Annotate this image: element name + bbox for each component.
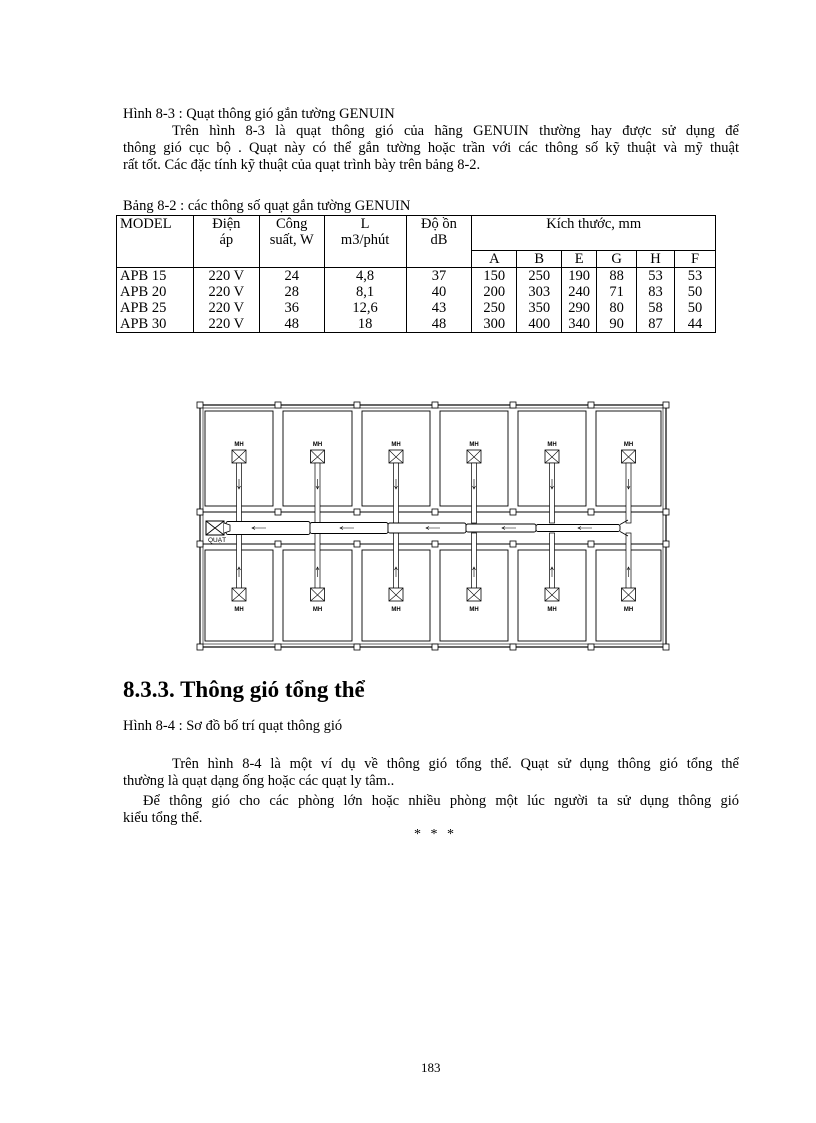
column-post [588, 402, 594, 408]
dim-g-cell [597, 268, 637, 333]
column-post [432, 541, 438, 547]
dim-h-value: 83 [648, 284, 663, 300]
column-post [432, 402, 438, 408]
column-post [432, 509, 438, 515]
paragraph-line: kiểu tổng thể. [123, 810, 203, 826]
dim-e-value: 290 [568, 300, 591, 316]
branch-duct [626, 533, 631, 589]
page-number: 183 [421, 1060, 441, 1075]
column-post [197, 509, 203, 515]
dim-col-header: B [517, 251, 562, 268]
model-value: APB 25 [120, 300, 167, 316]
ventilation-layout-diagram [190, 395, 676, 657]
header-flow [324, 216, 406, 251]
model-value: APB 30 [120, 316, 167, 332]
dim-a-value: 200 [483, 284, 506, 300]
voltage-cell [193, 268, 259, 333]
flow-value: 12,6 [352, 300, 378, 316]
column-post [663, 541, 669, 547]
column-post [197, 402, 203, 408]
column-post [275, 644, 281, 650]
diffuser-label: MH [312, 607, 323, 613]
table-cell [406, 251, 472, 268]
main-duct [226, 520, 628, 536]
dim-h-cell [637, 268, 675, 333]
dim-f-value: 53 [687, 268, 703, 284]
spec-table [116, 215, 716, 333]
paragraph-large-rooms [123, 793, 739, 827]
table-subheader-row [117, 251, 716, 268]
branch-duct [626, 463, 631, 523]
voltage-value: 220 V [208, 268, 245, 284]
header-power-line: Công [276, 216, 308, 232]
diffuser-label: MH [469, 442, 479, 448]
figure-caption-8-3: Hình 8-3 : Quạt thông gió gắn tường GENUIN [123, 106, 395, 122]
dim-a-cell [472, 268, 517, 333]
column-post [197, 541, 203, 547]
fan-transition [224, 523, 230, 533]
header-dimensions [472, 216, 716, 251]
column-post [275, 509, 281, 515]
paragraph-line: Trên hình 8-3 là quạt thông gió của hãng GENUIN thường hay được sử dụng để [172, 123, 739, 139]
noise-cell [406, 268, 472, 333]
branch-duct [550, 533, 555, 589]
power-value: 48 [284, 316, 299, 332]
dim-col-header: F [675, 251, 716, 268]
table-cell [259, 251, 324, 268]
noise-value: 40 [431, 284, 447, 300]
dim-e-cell [562, 268, 597, 333]
dim-a-value: 300 [483, 316, 506, 332]
diffuser-label: MH [469, 607, 479, 613]
branch-duct [472, 463, 477, 523]
dim-g-value: 88 [609, 268, 624, 284]
diffuser-label: MH [391, 442, 401, 448]
figure-caption-8-4: Hình 8-4 : Sơ đồ bố trí quạt thông gió [123, 718, 343, 734]
diffuser-label: MH [312, 442, 323, 448]
duct-segment [466, 524, 536, 532]
table-body-row [117, 268, 716, 333]
noise-value: 37 [431, 268, 447, 284]
header-voltage-line: áp [219, 232, 234, 248]
paragraph-general-ventilation [123, 756, 739, 790]
model-value: APB 20 [120, 284, 167, 300]
header-power [259, 216, 324, 251]
flow-value: 4,8 [356, 268, 375, 284]
column-post [588, 541, 594, 547]
column-post [588, 644, 594, 650]
column-post [663, 644, 669, 650]
fan-unit [206, 521, 230, 544]
paragraph-line: Để thông gió cho các phòng lớn hoặc nhiều phòng một lúc người ta sử dụng thông gió [143, 793, 739, 809]
table-cell [117, 251, 194, 268]
column-post [510, 644, 516, 650]
column-post [510, 402, 516, 408]
paragraph-line: rất tốt. Các đặc tính kỹ thuật của quạt trình bày trên bảng 8-2. [123, 157, 481, 173]
dim-g-value: 80 [609, 300, 624, 316]
column-post [588, 509, 594, 515]
table-header-row [117, 216, 716, 251]
paragraph-line: thường là quạt dạng ống hoặc các quạt ly tâm.. [123, 773, 395, 789]
dim-f-value: 50 [687, 284, 703, 300]
header-dimensions-label: Kích thước, mm [546, 216, 642, 232]
model-cell [117, 268, 194, 333]
dim-g-value: 90 [609, 316, 624, 332]
dim-f-value: 50 [687, 300, 703, 316]
power-value: 24 [284, 268, 299, 284]
branch-duct [550, 463, 555, 523]
dim-b-value: 303 [528, 284, 551, 300]
header-model [117, 216, 194, 251]
diffuser-label: MH [623, 442, 634, 448]
dim-col-header: G [597, 251, 637, 268]
column-post [663, 509, 669, 515]
branch-duct [237, 533, 242, 589]
column-post [354, 509, 360, 515]
branch-duct [237, 463, 242, 523]
noise-value: 43 [431, 300, 447, 316]
power-cell [259, 268, 324, 333]
dim-e-value: 240 [568, 284, 591, 300]
voltage-value: 220 V [208, 300, 245, 316]
column-post [354, 402, 360, 408]
flow-value: 8,1 [356, 284, 375, 300]
header-flow-line: L [360, 216, 370, 232]
column-post [663, 402, 669, 408]
branch-duct [394, 533, 399, 589]
column-post [275, 402, 281, 408]
fan-label: QUẠT [208, 537, 227, 544]
flow-cell [324, 268, 406, 333]
branch-duct [315, 463, 320, 523]
model-value: APB 15 [120, 268, 167, 284]
branch-duct [394, 463, 399, 523]
dim-h-value: 58 [648, 300, 663, 316]
branch-duct [315, 533, 320, 589]
table-caption: Bảng 8-2 : các thông số quạt gắn tường GENUIN [123, 198, 411, 214]
paragraph-intro [123, 123, 739, 174]
branch-duct [472, 533, 477, 589]
dim-b-value: 350 [528, 300, 551, 316]
dim-e-value: 190 [568, 268, 591, 284]
dim-b-cell [517, 268, 562, 333]
header-flow-line: m3/phút [340, 232, 390, 248]
diffuser-label: MH [234, 442, 244, 448]
header-noise-line: Độ ồn [421, 216, 457, 232]
diffuser-label: MH [234, 607, 244, 613]
power-value: 28 [284, 284, 299, 300]
dim-f-value: 44 [687, 316, 703, 332]
column-post [354, 541, 360, 547]
section-heading: 8.3.3. Thông gió tổng thể [123, 677, 365, 702]
header-voltage [193, 216, 259, 251]
column-post [432, 644, 438, 650]
dim-a-value: 150 [483, 268, 506, 284]
dim-col-header: H [637, 251, 675, 268]
power-value: 36 [284, 300, 299, 316]
paragraph-line: Trên hình 8-4 là một ví dụ về thông gió tổng thể. Quạt sử dụng thông gió tổng thể [172, 756, 739, 772]
dim-f-cell [675, 268, 716, 333]
voltage-value: 220 V [208, 284, 245, 300]
table-cell [324, 251, 406, 268]
dim-h-value: 53 [648, 268, 663, 284]
flow-value: 18 [357, 316, 373, 332]
header-model-label: MODEL [120, 216, 172, 232]
top-room-row [205, 411, 661, 523]
dim-b-value: 250 [528, 268, 551, 284]
header-power-line: suất, W [269, 232, 314, 248]
column-post [197, 644, 203, 650]
column-post [510, 541, 516, 547]
header-noise-line: dB [430, 232, 448, 248]
section-separator: * * * [414, 827, 457, 842]
dim-col-header: A [472, 251, 517, 268]
noise-value: 48 [431, 316, 447, 332]
dim-a-value: 250 [483, 300, 506, 316]
duct-segment [226, 522, 310, 535]
dim-col-header: E [562, 251, 597, 268]
header-voltage-line: Điện [212, 216, 241, 232]
paragraph-line: thông gió cục bộ . Quạt này có thể gắn tường hoặc trần với các thông số kỹ thuật và mỹ thuật [123, 140, 739, 156]
dim-g-value: 71 [609, 284, 624, 300]
diffuser-label: MH [547, 442, 557, 448]
dim-b-value: 400 [528, 316, 551, 332]
diffuser-label: MH [391, 607, 401, 613]
dim-e-value: 340 [568, 316, 591, 332]
dim-h-value: 87 [648, 316, 663, 332]
voltage-value: 220 V [208, 316, 245, 332]
column-post [354, 644, 360, 650]
header-noise [406, 216, 472, 251]
bottom-room-row [205, 533, 661, 641]
column-post [275, 541, 281, 547]
table-cell [193, 251, 259, 268]
column-post [510, 509, 516, 515]
diffuser-label: MH [623, 607, 634, 613]
diffuser-label: MH [547, 607, 557, 613]
